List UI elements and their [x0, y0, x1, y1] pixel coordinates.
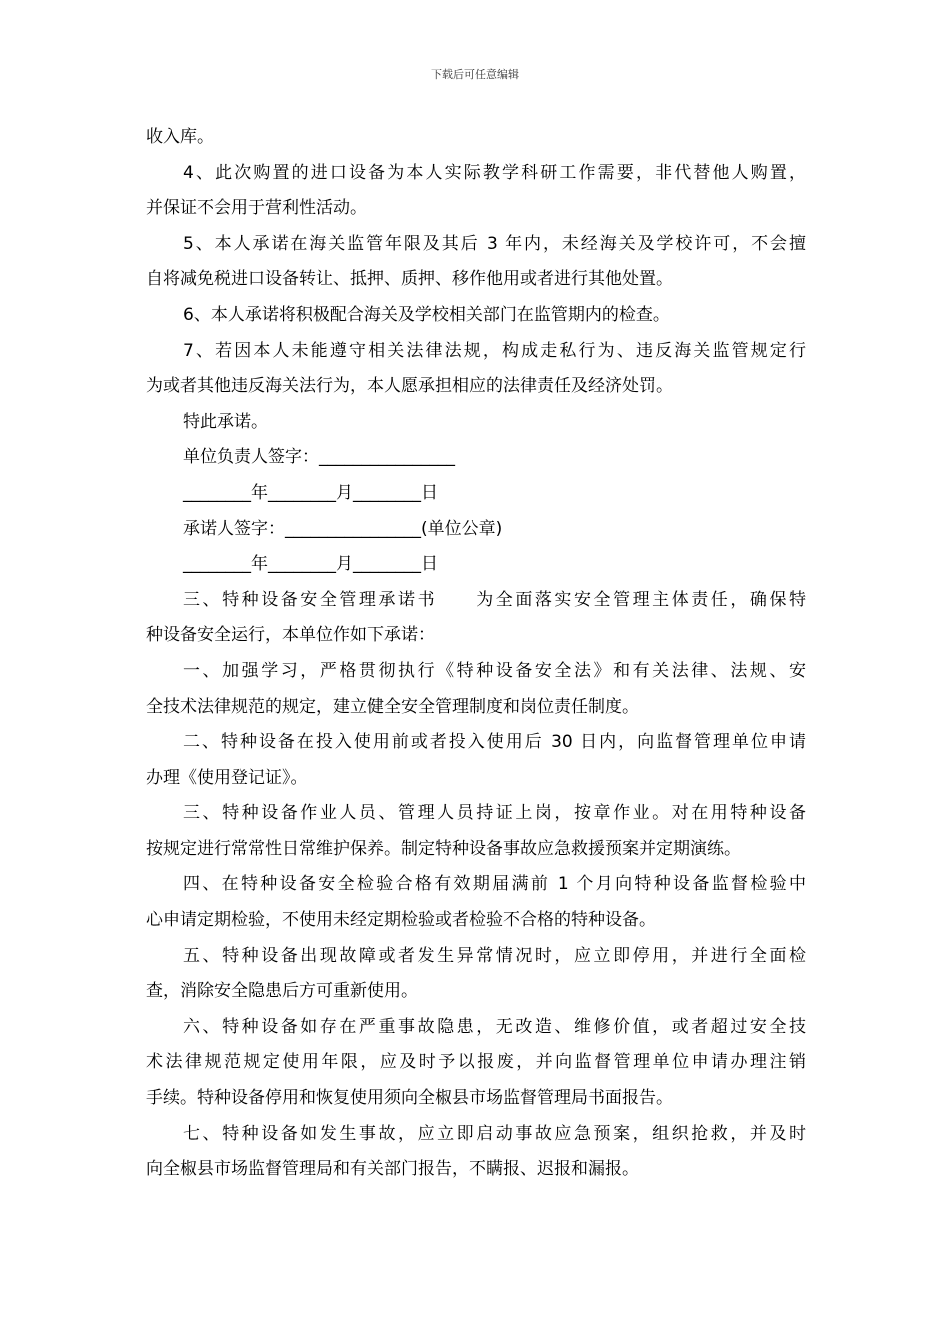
- text-line: 向全椒县市场监督管理局和有关部门报告，不瞒报、迟报和漏报。: [146, 1159, 639, 1180]
- text-line: 三、特种设备作业人员、管理人员持证上岗，按章作业。对在用特种设备: [183, 803, 806, 824]
- page-header: 下载后可任意编辑: [431, 68, 519, 81]
- text-line: 七、特种设备如发生事故，应立即启动事故应急预案，组织抢救，并及时: [183, 1123, 806, 1144]
- text-line: 6、本人承诺将积极配合海关及学校相关部门在监管期内的检查。: [183, 304, 670, 325]
- text-line: 单位负责人签字：________________: [183, 447, 455, 468]
- text-line: 五、特种设备出现故障或者发生异常情况时，应立即停用，并进行全面检: [183, 945, 806, 966]
- text-line: 为或者其他违反海关法行为，本人愿承担相应的法律责任及经济处罚。: [146, 376, 673, 397]
- text-line: 四、在特种设备安全检验合格有效期届满前 1 个月向特种设备监督检验中: [183, 874, 806, 895]
- text-line: 术法律规范规定使用年限，应及时予以报废，并向监督管理单位申请办理注销: [146, 1052, 806, 1073]
- text-line: 4、此次购置的进口设备为本人实际教学科研工作需要，非代替他人购置，: [183, 162, 806, 183]
- text-line: 心申请定期检验，不使用未经定期检验或者检验不合格的特种设备。: [146, 910, 656, 931]
- text-line: 7、若因本人未能遵守相关法律法规，构成走私行为、违反海关监管规定行: [183, 340, 806, 361]
- text-line: 特此承诺。: [183, 411, 268, 432]
- text-line: 办理《使用登记证》。: [146, 767, 308, 788]
- text-line: 二、特种设备在投入使用前或者投入使用后 30 日内，向监督管理单位申请: [183, 732, 806, 753]
- text-line: 手续。特种设备停用和恢复使用须向全椒县市场监督管理局书面报告。: [146, 1088, 673, 1109]
- text-line: 全技术法律规范的规定，建立健全安全管理制度和岗位责任制度。: [146, 696, 639, 717]
- text-line: 按规定进行常常性日常维护保养。制定特种设备事故应急救援预案并定期演练。: [146, 838, 741, 859]
- text-line: ________年________月________日: [183, 554, 438, 575]
- text-line: 六、特种设备如存在严重事故隐患，无改造、维修价值，或者超过安全技: [183, 1016, 806, 1037]
- text-line: 并保证不会用于营利性活动。: [146, 198, 367, 219]
- document-body: [146, 120, 806, 1188]
- text-line: 一、加强学习，严格贯彻执行《特种设备安全法》和有关法律、法规、安: [183, 660, 806, 681]
- text-line: 查，消除安全隐患后方可重新使用。: [146, 981, 418, 1002]
- text-line: 三、特种设备安全管理承诺书 为全面落实安全管理主体责任，确保特: [183, 589, 806, 610]
- text-line: 承诺人签字：________________(单位公章): [183, 518, 503, 539]
- text-line: ________年________月________日: [183, 482, 438, 503]
- text-line: 收入库。: [146, 127, 214, 147]
- text-line: 种设备安全运行，本单位作如下承诺：: [146, 625, 435, 646]
- text-line: 自将减免税进口设备转让、抵押、质押、移作他用或者进行其他处置。: [146, 269, 673, 290]
- text-line: 5、本人承诺在海关监管年限及其后 3 年内，未经海关及学校许可，不会擅: [183, 233, 806, 254]
